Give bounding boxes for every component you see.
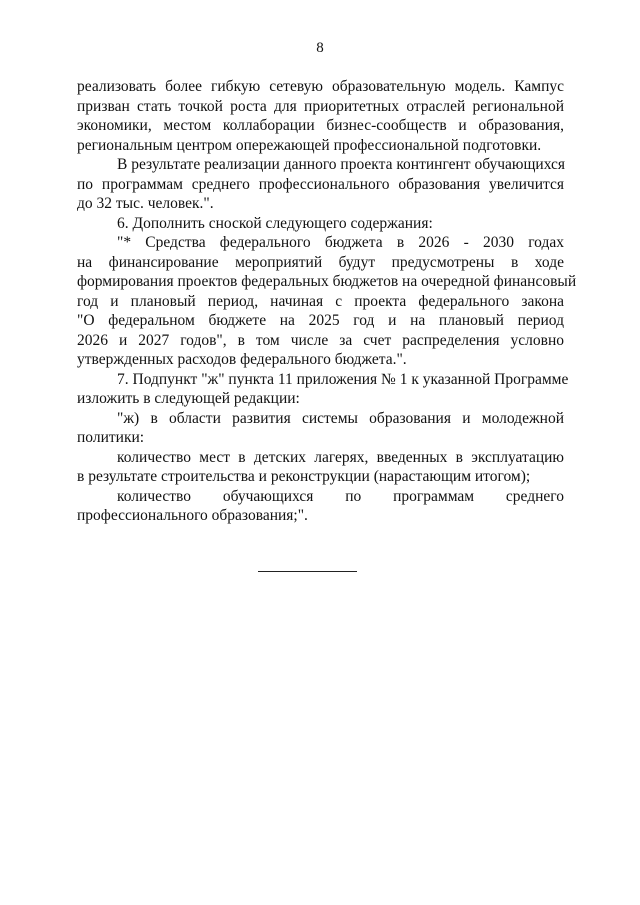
paragraph-subitem-zh — [77, 409, 564, 448]
paragraph-campus — [77, 77, 564, 155]
separator-line — [258, 571, 357, 572]
text-line: политики: — [77, 429, 145, 446]
text-line: 2026 и 2027 годов", в том числе за счет распределения условно — [77, 331, 564, 349]
text-line: призван стать точкой роста для приоритетных отраслей региональной — [77, 97, 564, 115]
text-line: в результате строительства и реконструкции (нарастающим итогом); — [77, 468, 531, 485]
paragraph-result — [77, 155, 564, 214]
text-line: количество мест в детских лагерях, введенных в эксплуатацию — [117, 448, 564, 466]
paragraph-footnote — [77, 233, 577, 370]
paragraph-item-6 — [77, 214, 564, 234]
text-line: утвержденных расходов федерального бюджета.". — [77, 351, 407, 368]
paragraph-camp-places — [77, 448, 564, 487]
text-line: профессионального образования;". — [77, 507, 308, 524]
text-line: год и плановый период, начиная с проекта федерального закона — [77, 292, 564, 310]
text-line: 7. Подпункт "ж" пункта 11 приложения № 1 к указанной Программе — [117, 370, 569, 388]
text-line: 6. Дополнить сноской следующего содержания: — [117, 214, 433, 232]
paragraph-item-7 — [77, 370, 569, 409]
text-line: региональным центром опережающей профессиональной подготовки. — [77, 136, 542, 154]
text-line: реализовать более гибкую сетевую образовательную модель. Кампус — [77, 78, 564, 95]
text-line: до 32 тыс. человек.". — [77, 195, 214, 212]
text-line: экономики, местом коллаборации бизнес-сообществ и образования, — [77, 117, 564, 134]
text-line: количество обучающихся по программам среднего — [117, 487, 564, 505]
text-line: "О федеральном бюджете на 2025 год и на плановый период — [77, 312, 564, 329]
text-line: по программам среднего профессионального образования увеличится — [77, 175, 564, 193]
text-line: формирования проектов федеральных бюджетов на очередной финансовый — [77, 273, 577, 290]
document-body — [77, 77, 577, 526]
text-line: на финансирование мероприятий будут предусмотрены в ходе — [77, 253, 564, 271]
text-line: "ж) в области развития системы образования и молодежной — [117, 409, 564, 427]
page-number: 8 — [316, 40, 324, 56]
text-line: изложить в следующей редакции: — [77, 390, 300, 407]
paragraph-students — [77, 487, 564, 526]
text-line: "* Средства федерального бюджета в 2026 - 2030 годах — [117, 234, 564, 251]
text-line: В результате реализации данного проекта контингент обучающихся — [117, 156, 566, 173]
